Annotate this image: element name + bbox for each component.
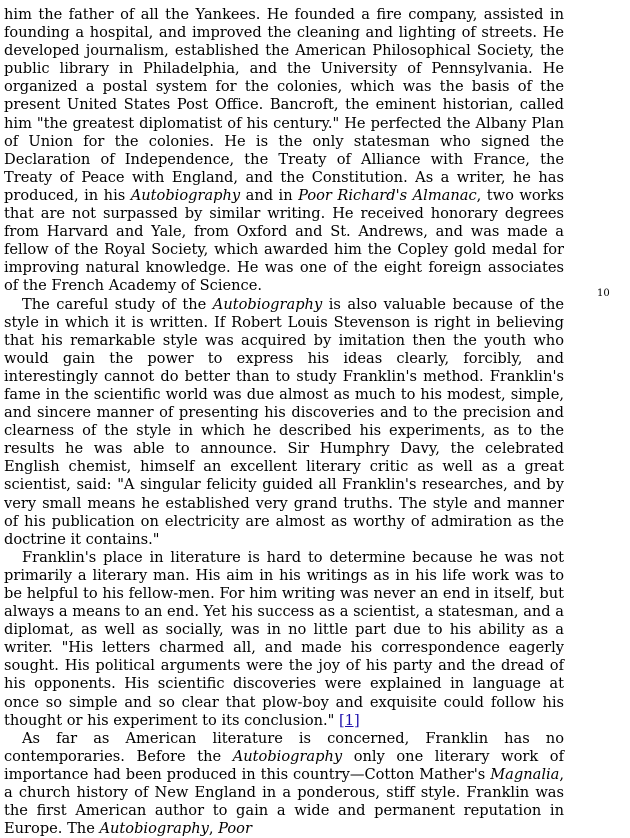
text-run: and in	[240, 186, 299, 204]
text-run: , a church history of New England in a ponderous, stiff style. Franklin was the first American author to gain a wide and permanent reputation in Europe. The	[4, 765, 564, 838]
text-run: As far as American literature is concerned, Franklin has no contemporaries. Before the	[4, 729, 564, 765]
text-run: him the father of all the Yankees. He founded a fire company, assisted in founding a hospital, and improved the cleaning and lighting of streets. He developed journalism, established the American Philosophical Society, the public library in Philadelphia, and the University of Pennsylvania. He organized a postal system for the colonies, which was the basis of the present United States Post Office. Bancroft, the eminent historian, called him "the greatest diplomatist of his century." He perfected the Albany Plan of Union for the colonies. He is the only statesman who signed the Declaration of Independence, the Treaty of Alliance with France, the Treaty of Peace with England, and the Constitution. As a writer, he has produced, in his	[4, 6, 564, 204]
italic-title: Autobiography	[212, 295, 323, 313]
text-run: Franklin's place in literature is hard to determine because he was not primarily a literary man. His aim in his writings as in his life work was to be helpful to his fellow-men. For him writing was never an end in itself, but always a means to an end. Yet his success as a scientist, a statesman, and a diplomat, as well as socially, was in no little part due to his ability as a writer. "His letters charmed all, and made his correspondence eagerly sought. His political arguments were the joy of his party and the dread of his opponents. His scientific discoveries were explained in language at once so simple and so clear that plow-boy and exquisite could follow his thought or his experiment to its conclusion."	[4, 548, 564, 729]
italic-title: Autobiography	[232, 747, 343, 765]
text-run: is also valuable because of the style in which it is written. If Robert Louis Stevenson is right in believing that his remarkable style was acquired by imitation then the youth who would gain the power to express his ideas clearly, forcibly, and interestingly cannot do better than to study Franklin's method. Franklin's fame in the scientific world was due almost as much to his modest, simple, and sincere manner of presenting his discoveries and to the precision and clearness of the style in which he described his experiments, as to the results he was able to announce. Sir Humphry Davy, the celebrated English chemist, himself an excellent literary critic as well as a great scientist, said: "A singular felicity guided all Franklin's researches, and by very small means he established very grand truths. The style and manner of his publication on electricity are almost as worthy of admiration as the doctrine it contains."	[4, 295, 564, 548]
paragraph-1	[4, 6, 564, 296]
italic-title: Poor Richard's Almanac	[298, 186, 477, 204]
italic-title: Autobiography	[130, 186, 241, 204]
book-page-text	[4, 6, 564, 838]
paragraph-2	[4, 296, 564, 549]
italic-title: Autobiography	[99, 820, 209, 838]
paragraph-4	[4, 730, 564, 838]
text-run: , two works that are not surpassed by similar writing. He received honorary degrees from Harvard and Yale, from Oxford and St. Andrews, and was made a fellow of the Royal Society, which awarded him the Copley gold medal for improving natural knowledge. He was one of the eight foreign associates of the French Academy of Science.	[4, 186, 564, 295]
italic-title: Magnalia	[490, 765, 560, 783]
text-run: only one literary work of importance had been produced in this country—Cotton Mather's	[4, 747, 564, 783]
text-run: ,	[208, 820, 219, 838]
footnote-link[interactable]: [1]	[339, 711, 360, 729]
text-run: The careful study of the	[22, 295, 213, 313]
margin-line-number: 10	[597, 288, 610, 299]
italic-title: Poor	[218, 820, 252, 838]
paragraph-3	[4, 549, 564, 730]
